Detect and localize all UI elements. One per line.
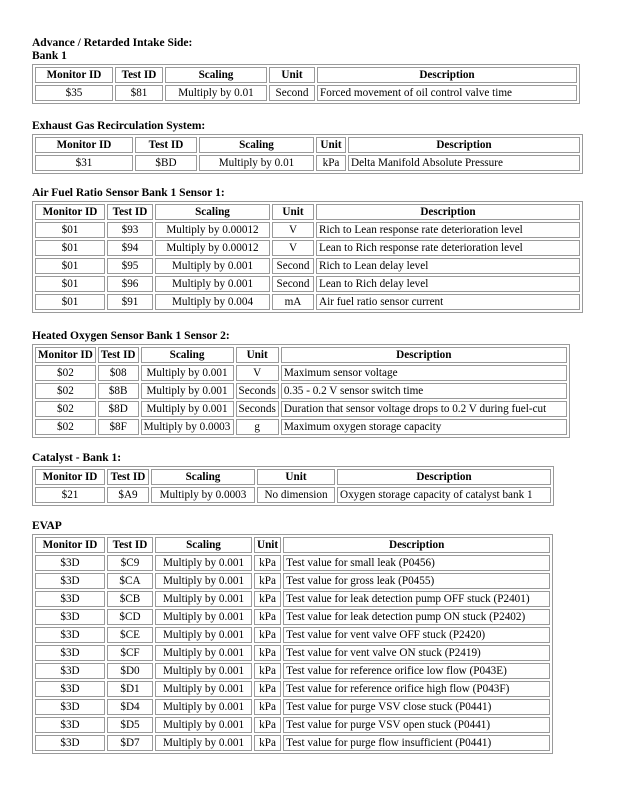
- header-scaling: Scaling: [155, 537, 252, 553]
- cell-description: Test value for small leak (P0456): [283, 555, 550, 571]
- header-unit: Unit: [316, 137, 346, 153]
- header-test-id: Test ID: [115, 67, 163, 83]
- table-row: [35, 681, 550, 697]
- header-test-id: Test ID: [98, 347, 139, 363]
- cell-monitor-id: $21: [35, 487, 105, 503]
- cell-test-id: $CA: [107, 573, 153, 589]
- header-monitor-id: Monitor ID: [35, 137, 133, 153]
- cell-unit: kPa: [254, 717, 281, 733]
- cell-unit: kPa: [254, 609, 281, 625]
- cell-unit: kPa: [254, 573, 281, 589]
- cell-description: Test value for reference orifice low flow (P043E): [283, 663, 550, 679]
- data-table: [32, 134, 583, 174]
- cell-scaling: Multiply by 0.001: [155, 645, 252, 661]
- header-description: Description: [317, 67, 577, 83]
- cell-unit: Second: [272, 258, 314, 274]
- cell-monitor-id: $3D: [35, 735, 105, 751]
- table-row: [35, 645, 550, 661]
- cell-test-id: $93: [107, 222, 153, 238]
- data-table: [32, 201, 583, 313]
- header-scaling: Scaling: [165, 67, 267, 83]
- cell-monitor-id: $3D: [35, 645, 105, 661]
- cell-monitor-id: $02: [35, 365, 96, 381]
- cell-scaling: Multiply by 0.001: [155, 663, 252, 679]
- cell-scaling: Multiply by 0.001: [155, 258, 270, 274]
- header-unit: Unit: [254, 537, 281, 553]
- cell-test-id: $94: [107, 240, 153, 256]
- cell-unit: Seconds: [236, 401, 279, 417]
- section-intake-advance: [32, 37, 580, 104]
- cell-test-id: $08: [98, 365, 139, 381]
- section-title: Catalyst - Bank 1:: [32, 452, 122, 464]
- cell-unit: kPa: [254, 555, 281, 571]
- cell-monitor-id: $01: [35, 294, 105, 310]
- cell-monitor-id: $01: [35, 222, 105, 238]
- cell-scaling: Multiply by 0.001: [155, 555, 252, 571]
- cell-description: Lean to Rich response rate deterioration level: [316, 240, 580, 256]
- cell-monitor-id: $3D: [35, 699, 105, 715]
- cell-description: Oxygen storage capacity of catalyst bank 1: [337, 487, 551, 503]
- cell-unit: V: [272, 222, 314, 238]
- table-row: [35, 258, 580, 274]
- cell-test-id: $96: [107, 276, 153, 292]
- section-catalyst: [32, 452, 554, 506]
- cell-scaling: Multiply by 0.01: [199, 155, 314, 171]
- header-description: Description: [337, 469, 551, 485]
- table-row: [35, 699, 550, 715]
- cell-scaling: Multiply by 0.001: [155, 609, 252, 625]
- header-scaling: Scaling: [155, 204, 270, 220]
- cell-scaling: Multiply by 0.004: [155, 294, 270, 310]
- section-title: EVAP: [32, 520, 62, 532]
- cell-description: Test value for purge VSV open stuck (P0441): [283, 717, 550, 733]
- cell-monitor-id: $3D: [35, 663, 105, 679]
- cell-monitor-id: $01: [35, 276, 105, 292]
- cell-test-id: $CD: [107, 609, 153, 625]
- table-row: [35, 419, 567, 435]
- header-description: Description: [283, 537, 550, 553]
- table-row: [35, 365, 567, 381]
- section-title: Advance / Retarded Intake Side:: [32, 37, 193, 49]
- header-monitor-id: Monitor ID: [35, 347, 96, 363]
- header-scaling: Scaling: [141, 347, 234, 363]
- cell-description: Test value for purge flow insufficient (P0441): [283, 735, 550, 751]
- cell-test-id: $CE: [107, 627, 153, 643]
- cell-description: Forced movement of oil control valve time: [317, 85, 577, 101]
- table-row: [35, 240, 580, 256]
- section-o2-sensor: [32, 330, 570, 438]
- cell-monitor-id: $3D: [35, 609, 105, 625]
- section-title: Heated Oxygen Sensor Bank 1 Sensor 2:: [32, 330, 230, 342]
- table-row: [35, 555, 550, 571]
- cell-description: Test value for vent valve OFF stuck (P2420): [283, 627, 550, 643]
- section-egr: [32, 120, 583, 174]
- cell-unit: kPa: [316, 155, 346, 171]
- header-test-id: Test ID: [107, 469, 149, 485]
- cell-unit: kPa: [254, 663, 281, 679]
- cell-unit: No dimension: [257, 487, 335, 503]
- cell-scaling: Multiply by 0.001: [155, 717, 252, 733]
- cell-scaling: Multiply by 0.00012: [155, 222, 270, 238]
- header-monitor-id: Monitor ID: [35, 67, 113, 83]
- cell-test-id: $D1: [107, 681, 153, 697]
- table-row: [35, 663, 550, 679]
- cell-scaling: Multiply by 0.001: [141, 401, 234, 417]
- cell-scaling: Multiply by 0.001: [155, 699, 252, 715]
- cell-description: Test value for reference orifice high flow (P043F): [283, 681, 550, 697]
- cell-test-id: $95: [107, 258, 153, 274]
- cell-test-id: $C9: [107, 555, 153, 571]
- table-header-row: [35, 67, 577, 83]
- cell-unit: Seconds: [236, 383, 279, 399]
- data-table: [32, 534, 553, 754]
- header-unit: Unit: [269, 67, 315, 83]
- cell-monitor-id: $3D: [35, 555, 105, 571]
- header-description: Description: [348, 137, 580, 153]
- cell-unit: mA: [272, 294, 314, 310]
- cell-test-id: $8F: [98, 419, 139, 435]
- table-row: [35, 222, 580, 238]
- cell-test-id: $D7: [107, 735, 153, 751]
- cell-description: Maximum sensor voltage: [281, 365, 567, 381]
- table-header-row: [35, 204, 580, 220]
- header-test-id: Test ID: [135, 137, 197, 153]
- cell-unit: V: [236, 365, 279, 381]
- cell-description: Test value for purge VSV close stuck (P0441): [283, 699, 550, 715]
- cell-test-id: $91: [107, 294, 153, 310]
- header-monitor-id: Monitor ID: [35, 204, 105, 220]
- header-monitor-id: Monitor ID: [35, 537, 105, 553]
- table-header-row: [35, 347, 567, 363]
- section-af-sensor: [32, 187, 583, 313]
- cell-scaling: Multiply by 0.001: [155, 681, 252, 697]
- cell-monitor-id: $35: [35, 85, 113, 101]
- header-unit: Unit: [236, 347, 279, 363]
- table-header-row: [35, 137, 580, 153]
- cell-description: Rich to Lean delay level: [316, 258, 580, 274]
- cell-unit: kPa: [254, 627, 281, 643]
- cell-monitor-id: $31: [35, 155, 133, 171]
- cell-test-id: $8D: [98, 401, 139, 417]
- table-header-row: [35, 469, 551, 485]
- cell-scaling: Multiply by 0.001: [155, 735, 252, 751]
- section-title: Exhaust Gas Recirculation System:: [32, 120, 206, 132]
- cell-unit: Second: [272, 276, 314, 292]
- header-test-id: Test ID: [107, 204, 153, 220]
- table-row: [35, 717, 550, 733]
- header-scaling: Scaling: [199, 137, 314, 153]
- header-description: Description: [316, 204, 580, 220]
- cell-test-id: $A9: [107, 487, 149, 503]
- header-description: Description: [281, 347, 567, 363]
- cell-monitor-id: $3D: [35, 573, 105, 589]
- cell-monitor-id: $01: [35, 258, 105, 274]
- cell-unit: g: [236, 419, 279, 435]
- cell-description: Rich to Lean response rate deterioration level: [316, 222, 580, 238]
- cell-monitor-id: $3D: [35, 681, 105, 697]
- header-unit: Unit: [272, 204, 314, 220]
- section-subtitle: Bank 1: [32, 50, 67, 62]
- cell-unit: kPa: [254, 681, 281, 697]
- cell-monitor-id: $3D: [35, 591, 105, 607]
- table-header-row: [35, 537, 550, 553]
- cell-description: Test value for gross leak (P0455): [283, 573, 550, 589]
- table-row: [35, 609, 550, 625]
- table-row: [35, 627, 550, 643]
- cell-monitor-id: $01: [35, 240, 105, 256]
- header-test-id: Test ID: [107, 537, 153, 553]
- cell-description: Duration that sensor voltage drops to 0.2 V during fuel-cut: [281, 401, 567, 417]
- table-row: [35, 401, 567, 417]
- cell-unit: kPa: [254, 645, 281, 661]
- cell-description: Test value for leak detection pump ON stuck (P2402): [283, 609, 550, 625]
- cell-test-id: $CF: [107, 645, 153, 661]
- cell-monitor-id: $02: [35, 419, 96, 435]
- cell-monitor-id: $3D: [35, 627, 105, 643]
- cell-unit: kPa: [254, 591, 281, 607]
- section-evap: [32, 520, 553, 754]
- table-row: [35, 591, 550, 607]
- cell-unit: V: [272, 240, 314, 256]
- header-scaling: Scaling: [151, 469, 255, 485]
- cell-unit: kPa: [254, 699, 281, 715]
- cell-scaling: Multiply by 0.01: [165, 85, 267, 101]
- cell-scaling: Multiply by 0.001: [155, 591, 252, 607]
- cell-scaling: Multiply by 0.0003: [141, 419, 234, 435]
- cell-test-id: $8B: [98, 383, 139, 399]
- cell-test-id: $D0: [107, 663, 153, 679]
- data-table: [32, 344, 570, 438]
- cell-test-id: $D5: [107, 717, 153, 733]
- cell-test-id: $D4: [107, 699, 153, 715]
- table-row: [35, 735, 550, 751]
- cell-description: Test value for vent valve ON stuck (P2419): [283, 645, 550, 661]
- cell-description: Lean to Rich delay level: [316, 276, 580, 292]
- cell-scaling: Multiply by 0.00012: [155, 240, 270, 256]
- cell-scaling: Multiply by 0.001: [141, 383, 234, 399]
- table-row: [35, 85, 577, 101]
- cell-scaling: Multiply by 0.001: [141, 365, 234, 381]
- cell-description: Air fuel ratio sensor current: [316, 294, 580, 310]
- table-row: [35, 383, 567, 399]
- cell-monitor-id: $3D: [35, 717, 105, 733]
- cell-monitor-id: $02: [35, 401, 96, 417]
- cell-scaling: Multiply by 0.001: [155, 627, 252, 643]
- table-row: [35, 294, 580, 310]
- cell-test-id: $CB: [107, 591, 153, 607]
- table-row: [35, 487, 551, 503]
- cell-description: 0.35 - 0.2 V sensor switch time: [281, 383, 567, 399]
- cell-scaling: Multiply by 0.001: [155, 573, 252, 589]
- data-table: [32, 64, 580, 104]
- data-table: [32, 466, 554, 506]
- table-row: [35, 155, 580, 171]
- header-unit: Unit: [257, 469, 335, 485]
- cell-scaling: Multiply by 0.0003: [151, 487, 255, 503]
- cell-test-id: $BD: [135, 155, 197, 171]
- cell-test-id: $81: [115, 85, 163, 101]
- cell-description: Maximum oxygen storage capacity: [281, 419, 567, 435]
- table-row: [35, 276, 580, 292]
- header-monitor-id: Monitor ID: [35, 469, 105, 485]
- cell-description: Delta Manifold Absolute Pressure: [348, 155, 580, 171]
- cell-unit: kPa: [254, 735, 281, 751]
- cell-scaling: Multiply by 0.001: [155, 276, 270, 292]
- section-title: Air Fuel Ratio Sensor Bank 1 Sensor 1:: [32, 187, 225, 199]
- table-row: [35, 573, 550, 589]
- cell-monitor-id: $02: [35, 383, 96, 399]
- cell-description: Test value for leak detection pump OFF stuck (P2401): [283, 591, 550, 607]
- cell-unit: Second: [269, 85, 315, 101]
